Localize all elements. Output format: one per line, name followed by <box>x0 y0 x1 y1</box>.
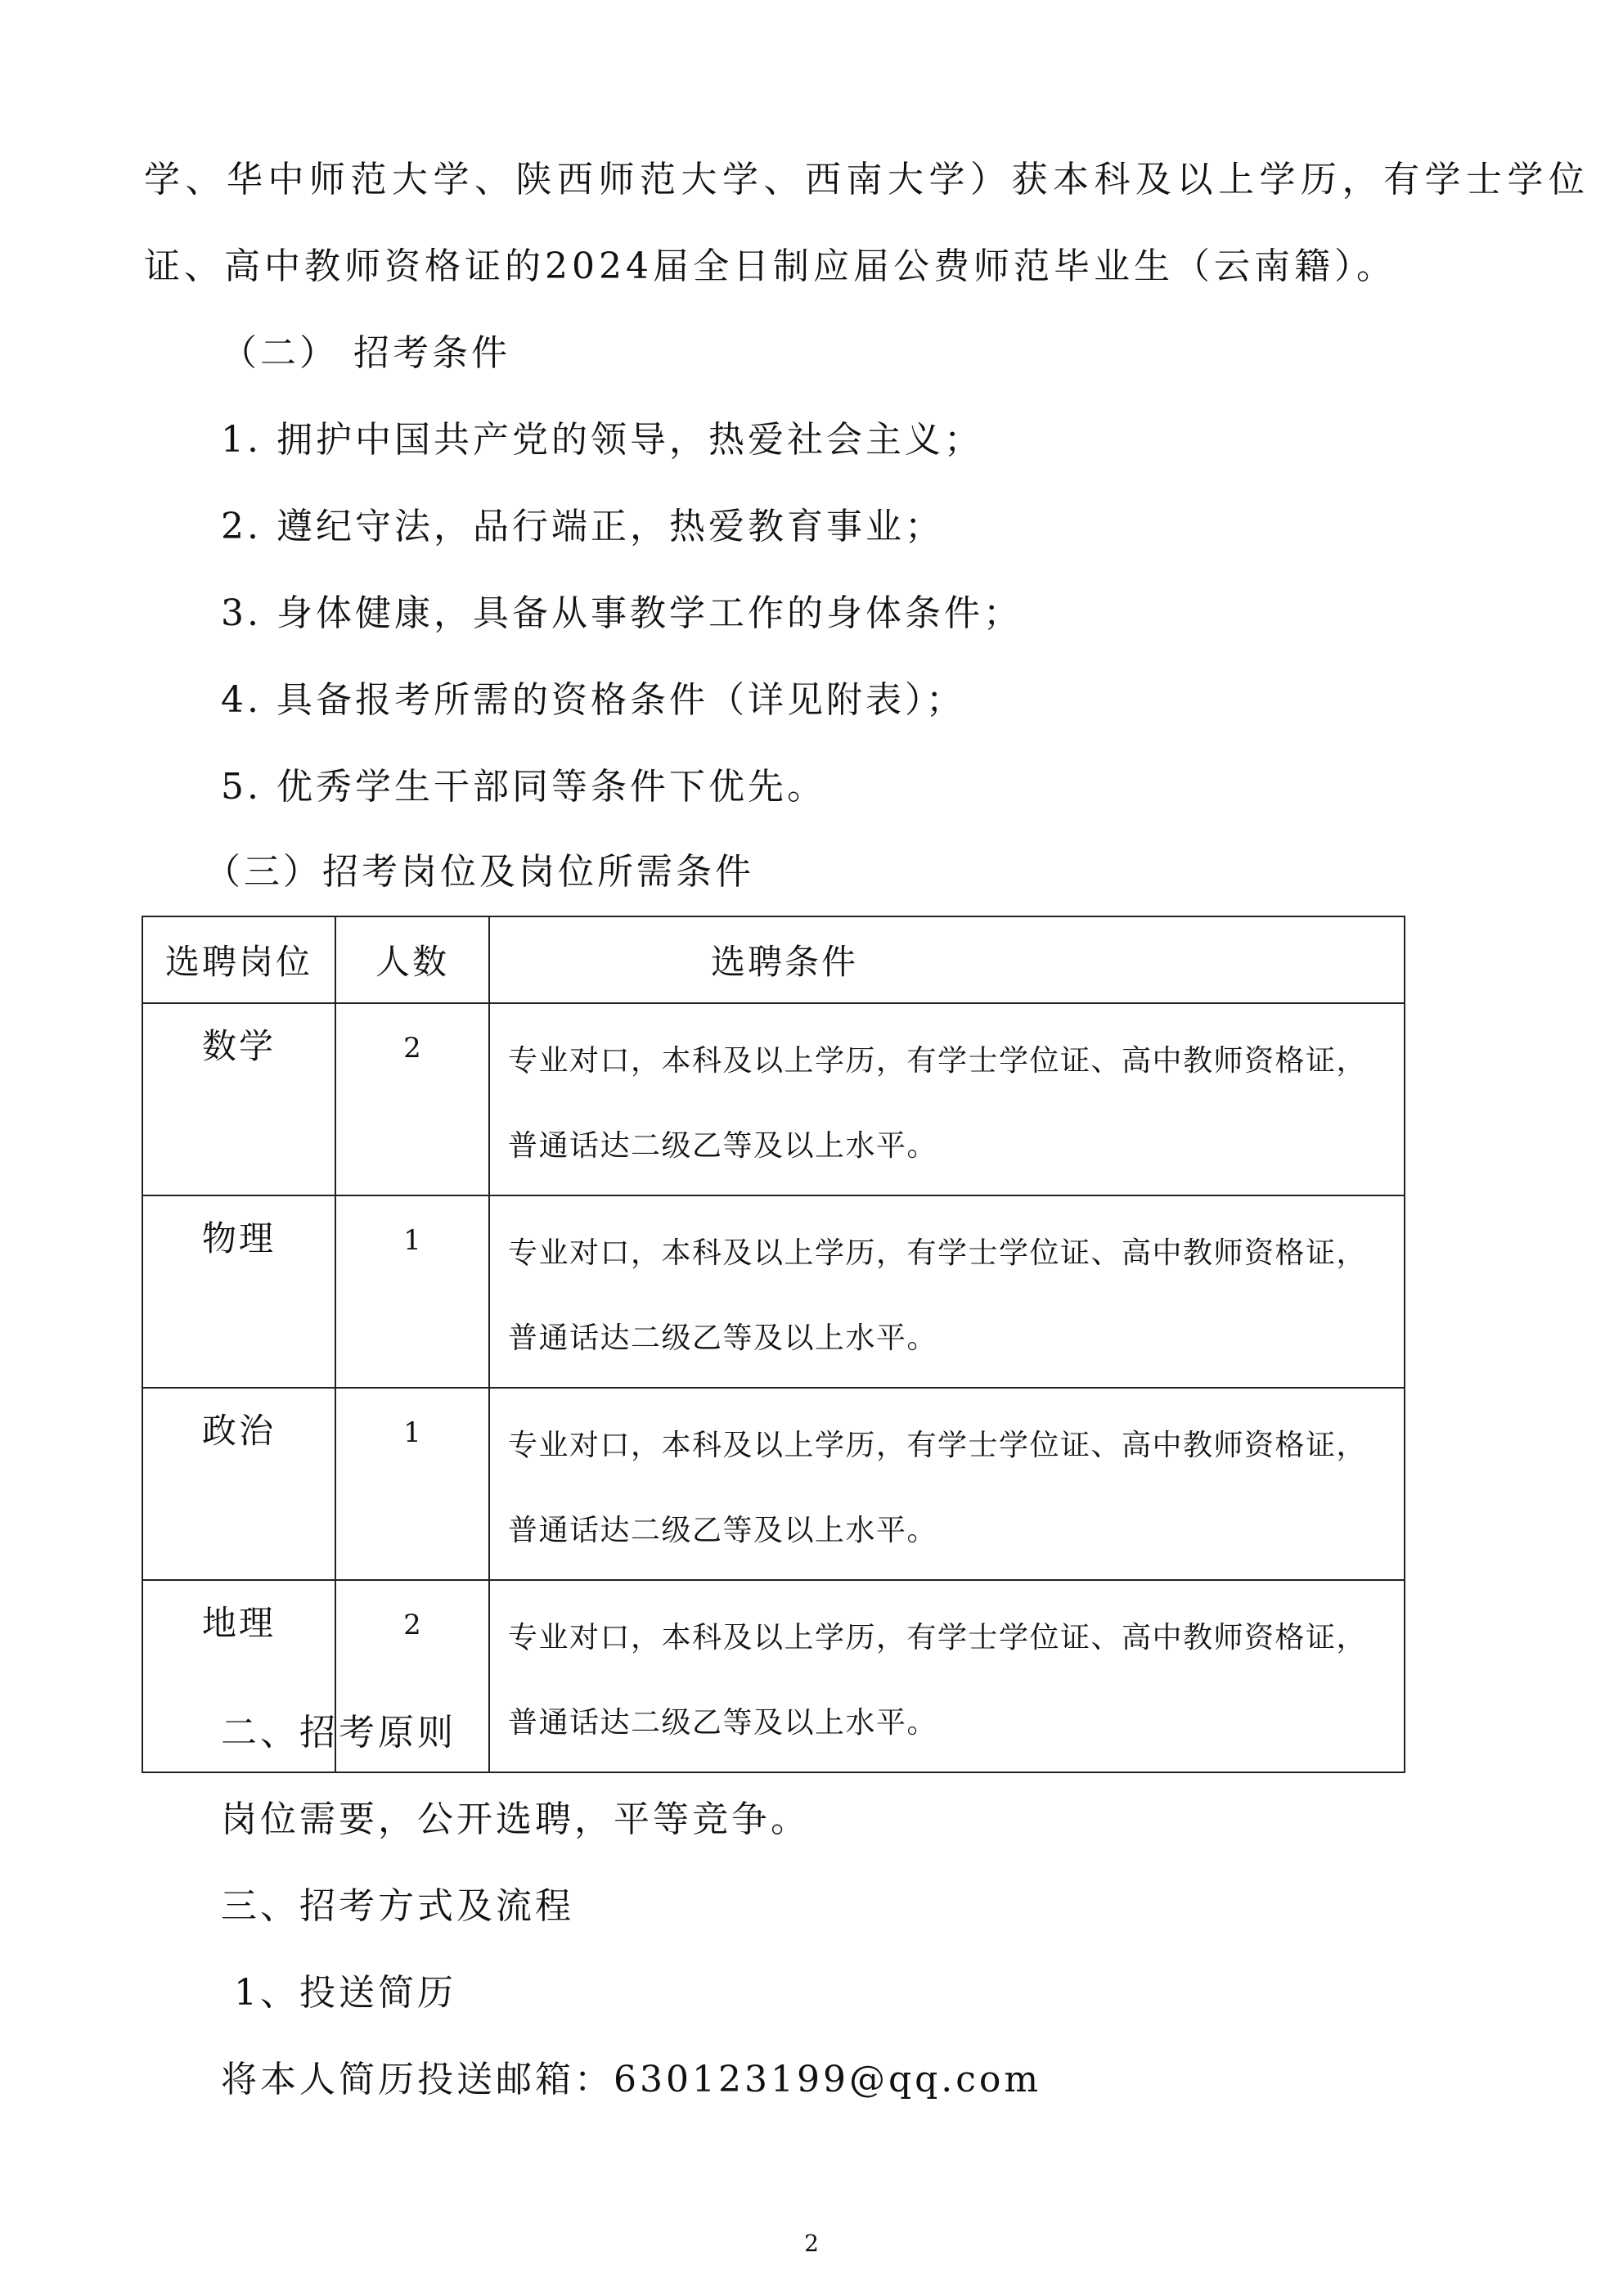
section-heading-conditions: （二） 招考条件 <box>221 332 510 374</box>
cell-post: 政治 <box>142 1388 335 1580</box>
part2-text: 岗位需要，公开选聘，平等竞争。 <box>221 1799 810 1840</box>
cond-line-1: 专业对口，本科及以上学历，有学士学位证、高中教师资格证， <box>508 1429 1368 1462</box>
condition-item-3: 3. 身体健康，具备从事教学工作的身体条件； <box>221 592 1023 634</box>
cell-post: 物理 <box>142 1195 335 1388</box>
cell-conditions <box>489 1195 1405 1388</box>
intro-line-1: 学、华中师范大学、陕西师范大学、西南大学）获本科及以上学历，有学士学位 <box>144 159 1590 200</box>
cond-line-2: 普通话达二级乙等及以上水平。 <box>508 1129 938 1163</box>
cell-conditions <box>489 1580 1405 1772</box>
table-row <box>142 1388 1405 1580</box>
condition-item-1: 1. 拥护中国共产党的领导，热爱社会主义； <box>221 419 983 461</box>
part3-sub1-text: 将本人简历投送邮箱：630123199@qq.com <box>221 2059 1042 2100</box>
table-row <box>142 1003 1405 1195</box>
header-post: 选聘岗位 <box>142 916 335 1003</box>
cond-line-2: 普通话达二级乙等及以上水平。 <box>508 1514 938 1547</box>
positions-table <box>142 916 1405 1773</box>
table-row <box>142 1195 1405 1388</box>
cond-line-2: 普通话达二级乙等及以上水平。 <box>508 1706 938 1740</box>
cell-post: 地理 <box>142 1580 335 1772</box>
condition-item-4: 4. 具备报考所需的资格条件（详见附表）； <box>221 679 965 721</box>
cell-count: 2 <box>335 1003 489 1195</box>
part3-sub1-heading: 1、投送简历 <box>234 1972 456 2014</box>
cell-count: 2 <box>335 1580 489 1772</box>
part3-heading: 三、招考方式及流程 <box>221 1885 574 1927</box>
cell-post: 数学 <box>142 1003 335 1195</box>
cell-conditions <box>489 1003 1405 1195</box>
cond-line-1: 专业对口，本科及以上学历，有学士学位证、高中教师资格证， <box>508 1044 1368 1078</box>
header-count: 人数 <box>335 916 489 1003</box>
cell-conditions <box>489 1388 1405 1580</box>
cond-line-1: 专业对口，本科及以上学历，有学士学位证、高中教师资格证， <box>508 1621 1368 1654</box>
intro-line-2: 证、高中教师资格证的2024届全日制应届公费师范毕业生（云南籍）。 <box>144 245 1396 287</box>
cell-count: 1 <box>335 1388 489 1580</box>
part2-heading: 二、招考原则 <box>221 1712 456 1754</box>
header-conditions: 选聘条件 <box>489 916 1405 1003</box>
condition-item-2: 2. 遵纪守法，品行端正，热爱教育事业； <box>221 506 944 547</box>
cond-line-2: 普通话达二级乙等及以上水平。 <box>508 1321 938 1355</box>
table-header-row <box>142 916 1405 1003</box>
section-heading-positions: （三）招考岗位及岗位所需条件 <box>205 851 754 893</box>
page-number: 2 <box>804 2230 819 2257</box>
cell-count: 1 <box>335 1195 489 1388</box>
condition-item-5: 5. 优秀学生干部同等条件下优先。 <box>221 766 826 808</box>
cond-line-1: 专业对口，本科及以上学历，有学士学位证、高中教师资格证， <box>508 1236 1368 1270</box>
